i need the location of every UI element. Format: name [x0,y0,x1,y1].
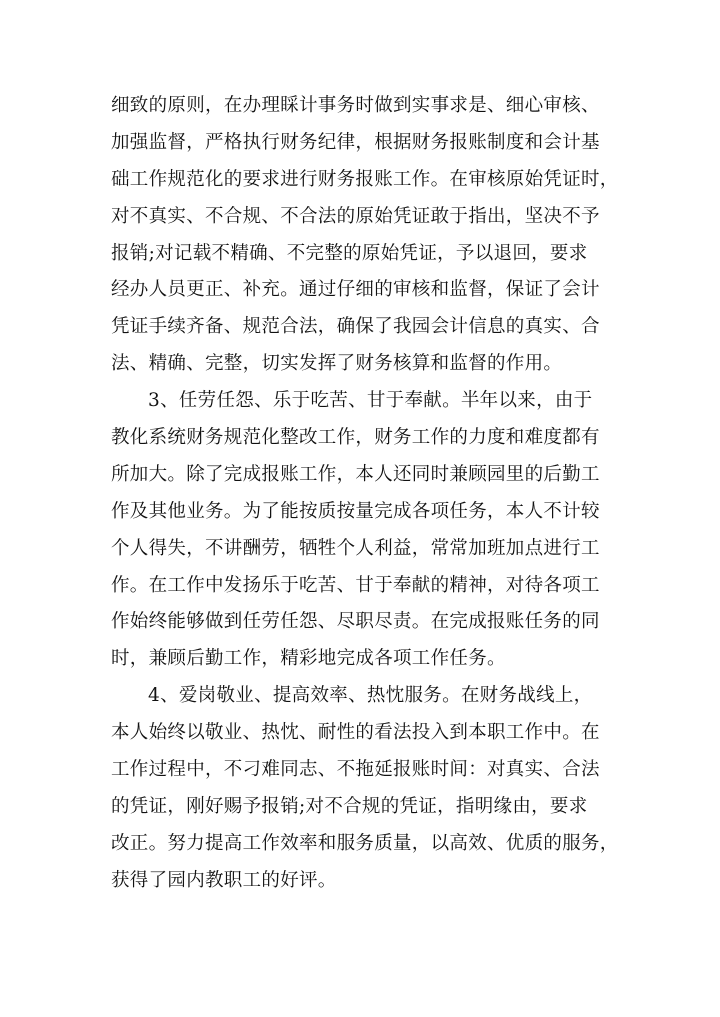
paragraph-start-line: 4、爱岗敬业、提高效率、热忱服务。在财务战线上， [148,685,593,707]
text-line: 细致的原则，在办理睬计事务时做到实事求是、细心审核、 [111,95,600,116]
text-line: 时，兼顾后勤工作，精彩地完成各项工作任务。 [111,648,506,670]
text-line: 作始终能够做到任劳任怨、尽职尽责。在完成报账任务的同 [111,611,600,633]
text-line: 法、精确、完整，切实发挥了财务核算和监督的作用。 [111,353,563,375]
text-line: 本人始终以敬业、热忱、耐性的看法投入到本职工作中。在 [111,722,600,744]
text-line: 作及其他业务。为了能按质按量完成各项任务，本人不计较 [111,500,600,522]
text-line: 的凭证，刚好赐予报销;对不合规的凭证，指明缘由，要求 [111,795,588,817]
text-line: 获得了园内教职工的好评。 [111,869,337,891]
text-line: 加强监督，严格执行财务纪律，根据财务报账制度和会计基 [111,131,600,153]
text-line: 所加大。除了完成报账工作，本人还同时兼顾园里的后勤工 [111,463,600,485]
text-line: 作。在工作中发扬乐于吃苦、甘于奉献的精神，对待各项工 [111,574,600,596]
text-line: 个人得失，不讲酬劳，牺牲个人利益，常常加班加点进行工 [111,537,600,559]
document-body [111,88,619,900]
text-line: 报销;对记载不精确、不完整的原始凭证，予以退回，要求 [111,242,588,264]
text-line: 对不真实、不合规、不合法的原始凭证敢于指出，坚决不予 [111,205,600,227]
text-line: 工作过程中，不刁难同志、不拖延报账时间：对真实、合法 [111,759,600,781]
text-line: 教化系统财务规范化整改工作，财务工作的力度和难度都有 [111,427,600,449]
text-line: 凭证手续齐备、规范合法，确保了我园会计信息的真实、合 [111,316,600,338]
paragraph-start-line: 3、任劳任怨、乐于吃苦、甘于奉献。半年以来，由于 [148,390,593,412]
text-line: 改正。努力提高工作效率和服务质量，以高效、优质的服务， [111,832,619,854]
text-line: 础工作规范化的要求进行财务报账工作。在审核原始凭证时， [111,168,619,190]
text-line: 经办人员更正、补充。通过仔细的审核和监督，保证了会计 [111,279,600,301]
